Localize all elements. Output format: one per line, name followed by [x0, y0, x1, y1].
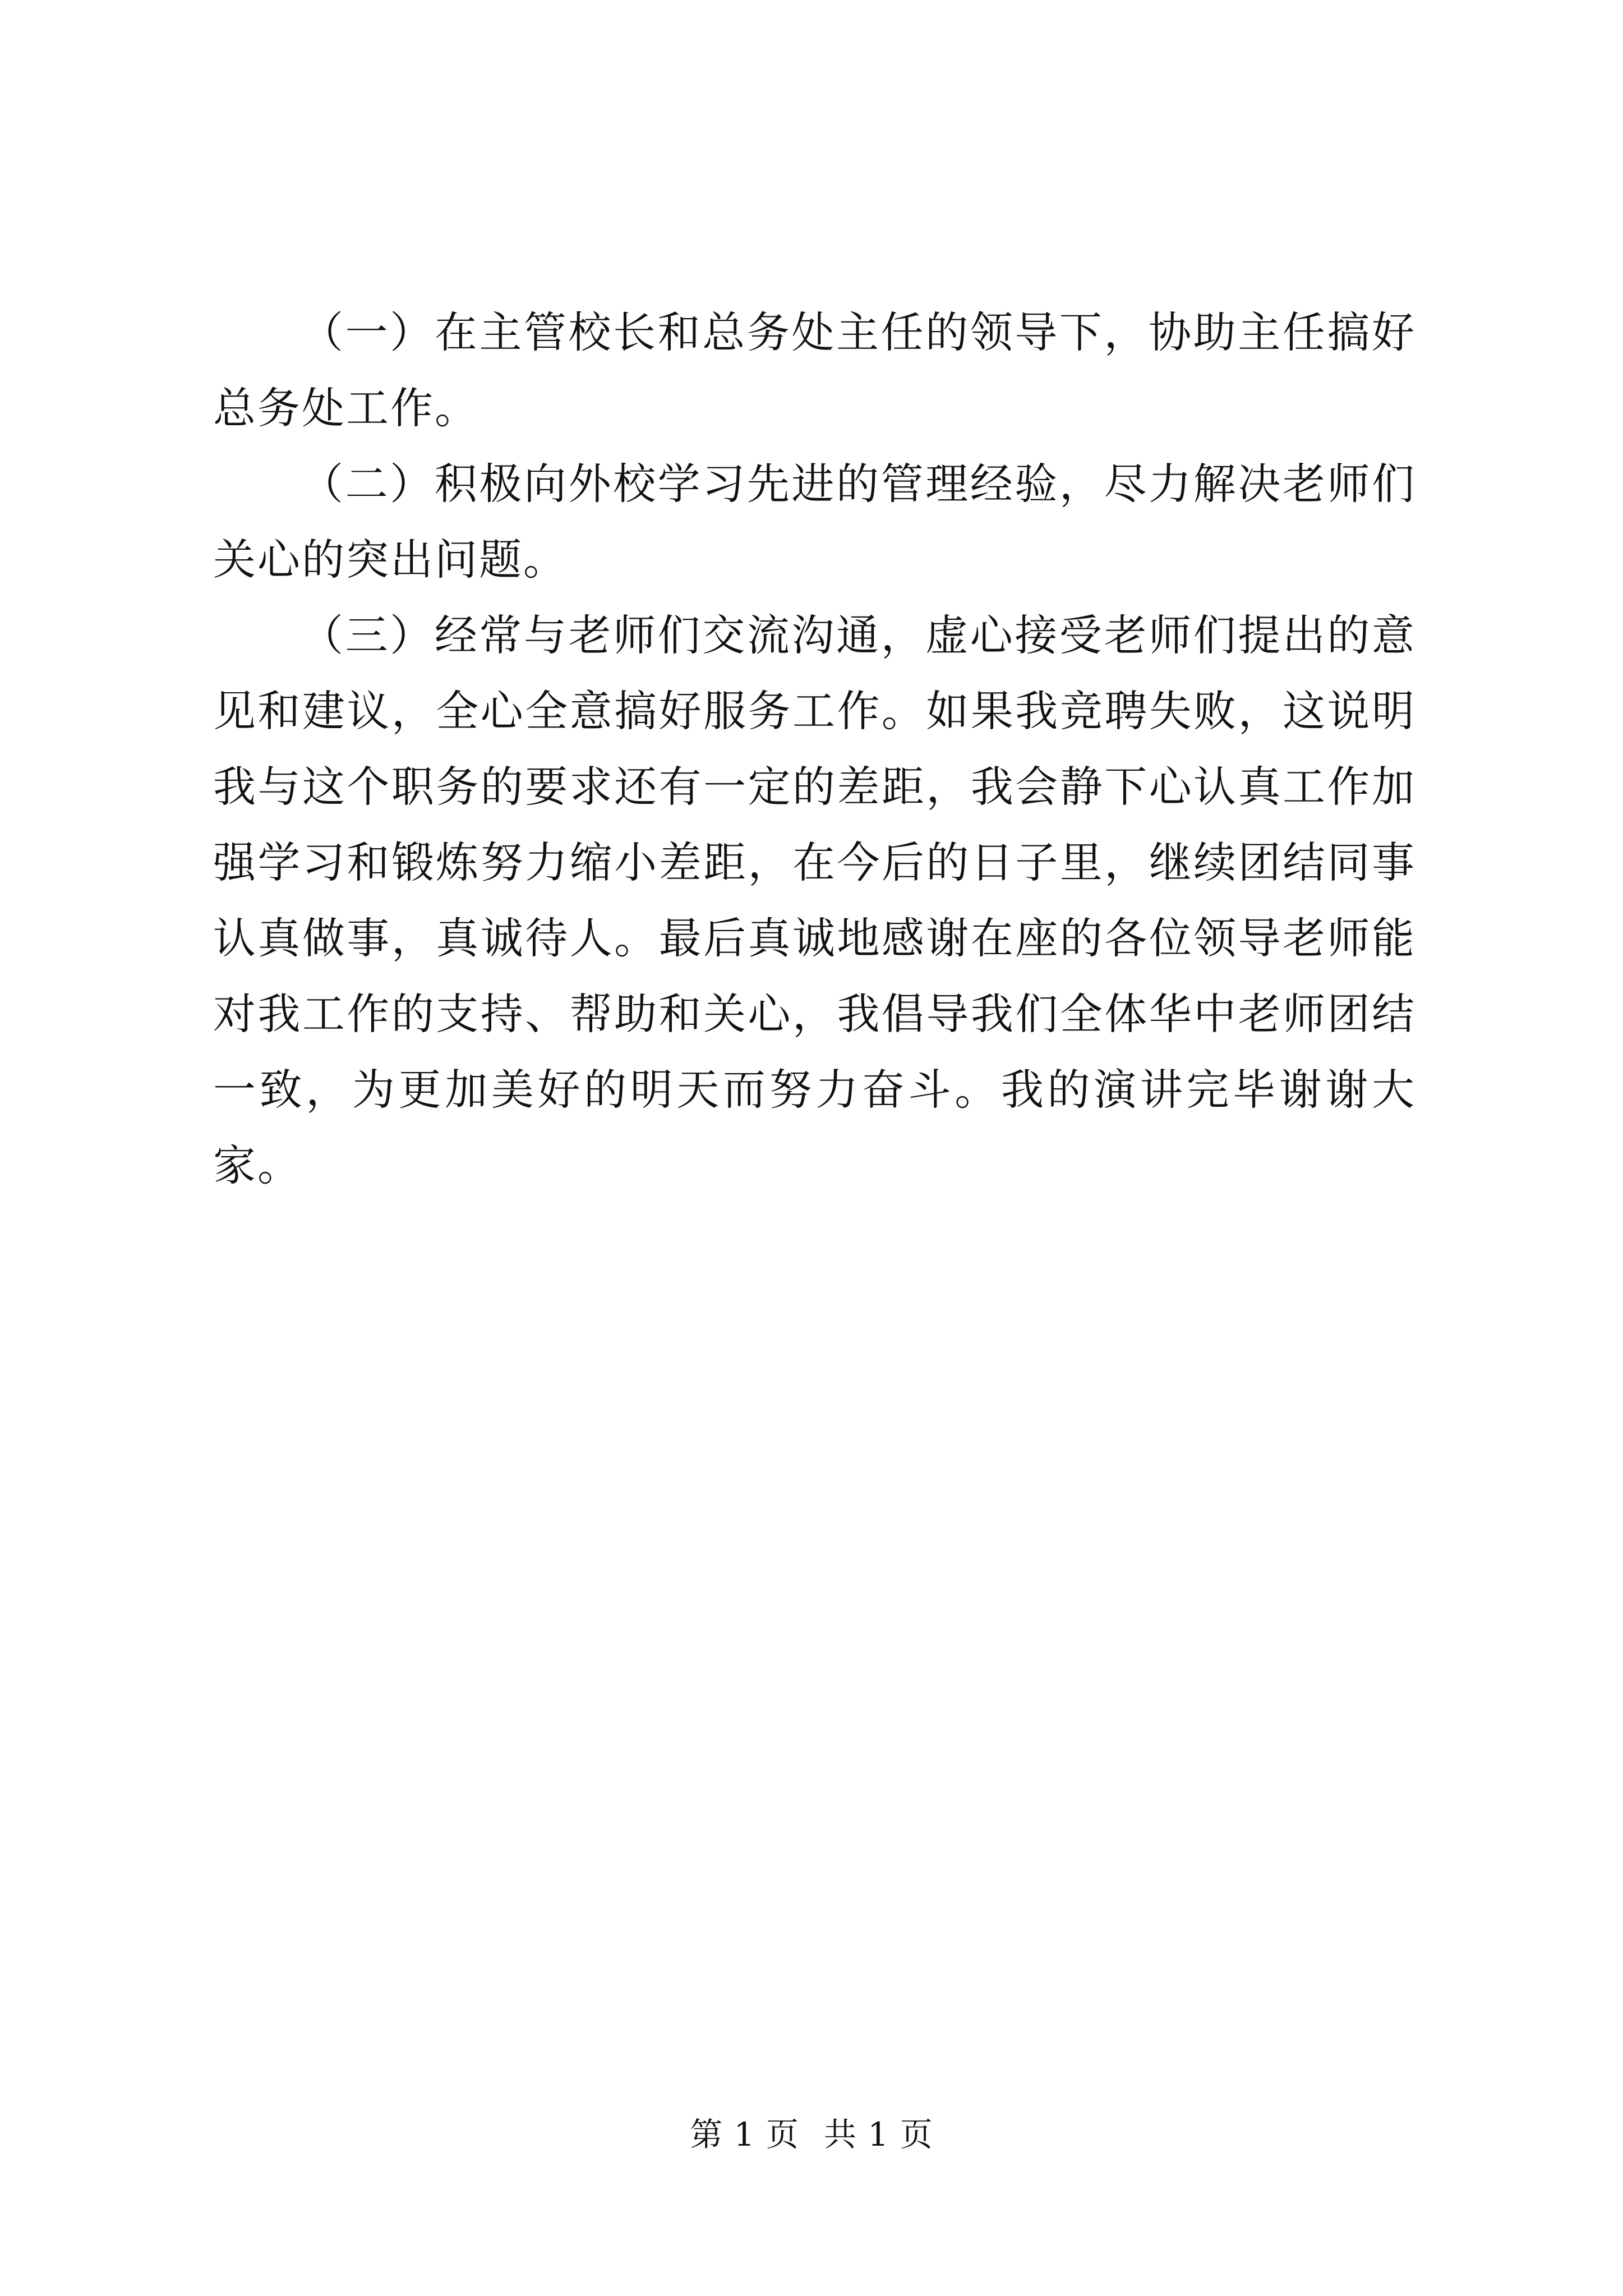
document-body — [213, 295, 1416, 1203]
paragraph-item-2: （二）积极向外校学习先进的管理经验，尽力解决老师们关心的突出问题。 — [213, 459, 1416, 585]
page-number: 第 1 页 — [690, 2115, 799, 2154]
page-total: 共 1 页 — [824, 2115, 933, 2154]
paragraph-item-1: （一）在主管校长和总务处主任的领导下，协助主任搞好总务处工作。 — [213, 307, 1416, 433]
page-footer — [0, 2112, 1623, 2157]
paragraph-item-3: （三）经常与老师们交流沟通，虚心接受老师们提出的意见和建议，全心全意搞好服务工作。如果我竞聘失败，这说明我与这个职务的要求还有一定的差距，我会静下心认真工作加强学习和锻炼努力缩小差距，在今后的日子里，继续团结同事认真做事，真诚待人。最后真诚地感谢在座的各位领导老师能对我工作的支持、帮助和关心，我倡导我们全体华中老师团结一致，为更加美好的明天而努力奋斗。我的演讲完毕谢谢大家。 — [213, 610, 1416, 1190]
